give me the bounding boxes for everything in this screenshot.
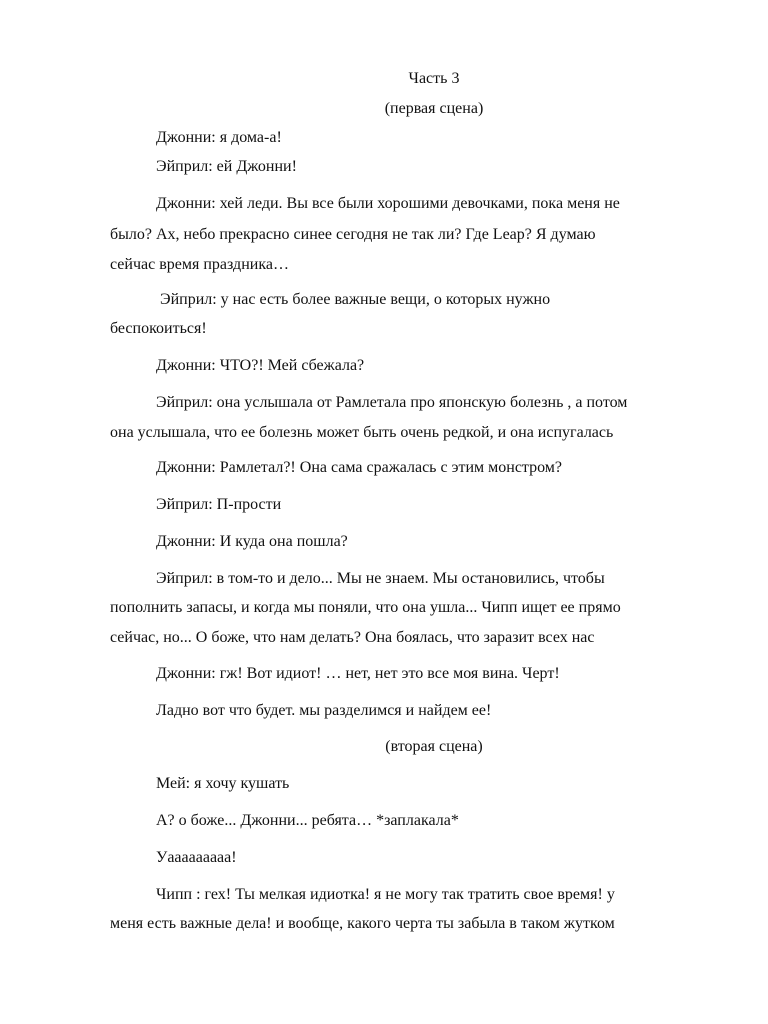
paragraph-line: меня есть важные дела! и вообще, какого черта ты забыла в таком жутком	[110, 915, 615, 932]
paragraph-line: она услышала, что ее болезнь может быть очень редкой, и она испугалась	[110, 424, 614, 441]
scene-heading: (вторая сцена)	[385, 738, 483, 755]
paragraph-line: Эйприл: ей Джонни!	[156, 158, 297, 175]
paragraph-line: Эйприл: у нас есть более важные вещи, о которых нужно	[160, 291, 551, 308]
paragraph-line: Джонни: гж! Вот идиот! … нет, нет это все моя вина. Черт!	[156, 665, 560, 682]
paragraph-line: Чипп : гех! Ты мелкая идиотка! я не могу так тратить свое время! у	[156, 886, 615, 903]
paragraph-line: было? Ах, небо прекрасно синее сегодня не так ли? Где Leap? Я думаю	[110, 226, 596, 243]
paragraph-line: пополнить запасы, и когда мы поняли, что она ушла... Чипп ищет ее прямо	[110, 599, 621, 616]
paragraph-line: Эйприл: П-прости	[156, 496, 282, 513]
paragraph-line: Эйприл: она услышала от Рамлетала про японскую болезнь , а потом	[156, 394, 628, 411]
paragraph-line: Ладно вот что будет. мы разделимся и найдем ее!	[156, 702, 492, 719]
paragraph-line: Эйприл: в том-то и дело... Мы не знаем. Мы остановились, чтобы	[156, 570, 605, 587]
part-title: Часть 3	[408, 70, 460, 87]
paragraph-line: Джонни: Рамлетал?! Она сама сражалась с этим монстром?	[156, 459, 563, 476]
paragraph-line: сейчас время праздника…	[110, 256, 289, 273]
paragraph-line: сейчас, но... О боже, что нам делать? Она боялась, что заразит всех нас	[110, 629, 595, 646]
paragraph-line: Джонни: хей леди. Вы все были хорошими девочками, пока меня не	[156, 195, 620, 212]
paragraph-line: Уааааааааа!	[156, 849, 237, 866]
paragraph-line: Джонни: И куда она пошла?	[156, 533, 348, 550]
paragraph-line: Джонни: я дома-а!	[156, 129, 282, 146]
paragraph-line: беспокоиться!	[110, 320, 207, 337]
paragraph-line: Мей: я хочу кушать	[156, 775, 290, 792]
scene-heading: (первая сцена)	[384, 100, 484, 117]
paragraph-line: Джонни: ЧТО?! Мей сбежала?	[156, 357, 365, 374]
paragraph-line: А? о боже... Джонни... ребята… *заплакала*	[156, 812, 459, 829]
